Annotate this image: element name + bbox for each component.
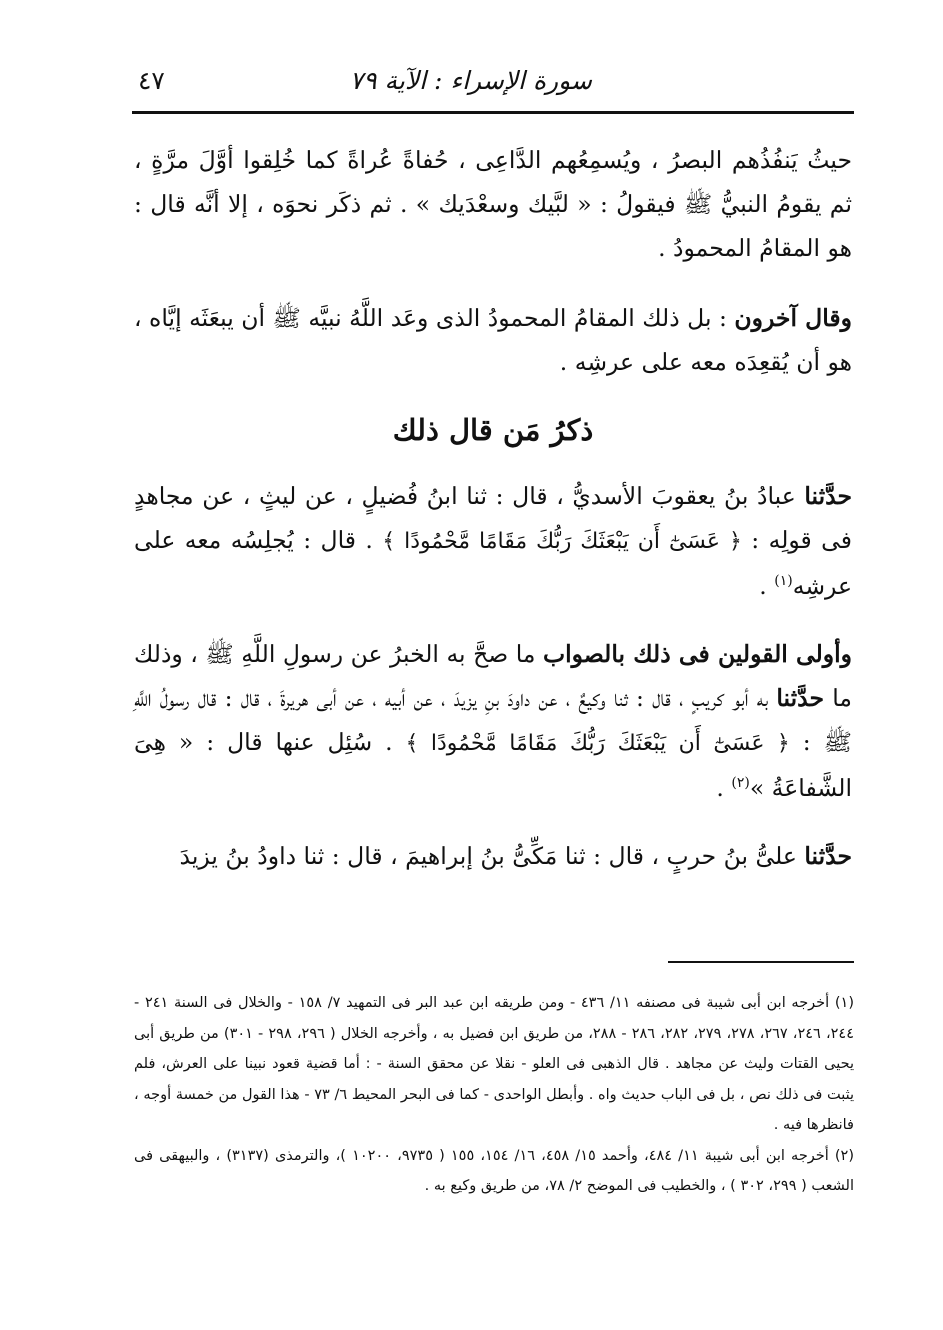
paragraph-5 bbox=[134, 834, 852, 878]
header-rule bbox=[132, 111, 854, 114]
paragraph-4-text-2: به أبو كريبٍ ، قال : ثنا وكيعٌ ، عن داودَ بنِ يزيدَ ، عن أبيه ، عن أبى هريرةَ ، قال : قال رسولُ اللَّهِ ﷺ : bbox=[134, 684, 852, 756]
paragraph-4-text-3: . سُئِل عنها قال : « هِىَ الشَّفاعَةُ » bbox=[134, 728, 852, 802]
paragraph-1-text: حيثُ يَنفُذُهم البصرُ ، ويُسمِعُهم الدَّاعِى ، حُفاةً عُراةً كما خُلِقوا أوَّلَ مرَّةٍ ، ثم يقومُ النبيُّ ﷺ فيقولُ : « لبَّيك وسعْدَيك » . ثم ذكَر نحوَه ، إلا أنَّه قال : هو المقامُ المحمودُ . bbox=[134, 146, 853, 262]
paragraph-3-text: عبادُ بنُ يعقوبَ الأسديُّ ، قال : ثنا ابنُ فُضيلٍ ، عن ليثٍ ، عن مجاهدٍ فى قولِه : bbox=[134, 482, 852, 554]
footnote-2: (٢) أخرجه ابن أبى شيبة ١١/ ٤٨٤، وأحمد ١٥/ ٤٥٨، ١٦/ ١٥٤، ١٥٥ ( ٩٧٣٥، ١٠٢٠٠ )، والترمذى (٣١٣٧) ، والبيهقى فى الشعب ( ٢٩٩، ٣٠٢ ) ، والخطيب فى الموضح ٢/ ٧٨، من طريق وكيع به . bbox=[134, 1147, 855, 1194]
paragraph-4-lead-2: حدَّثنا bbox=[776, 684, 825, 712]
footnote-ref-2: (٢) bbox=[731, 775, 750, 792]
paragraph-4-end: . bbox=[716, 774, 732, 802]
footnotes bbox=[134, 988, 854, 1202]
paragraph-4 bbox=[134, 632, 852, 810]
paragraph-3-lead: حدَّثنا bbox=[804, 482, 852, 510]
quran-verse-2: ﴿ عَسَىٰٓ أَن يَبْعَثَكَ رَبُّكَ مَقَامًا مَّحْمُودًا ﴾ bbox=[405, 731, 790, 756]
header-title: سورة الإسراء : الآية ٧٩ bbox=[349, 66, 592, 95]
paragraph-5-lead: حدَّثنا bbox=[804, 842, 852, 870]
paragraph-4-lead: وأولى القولين فى ذلك بالصواب bbox=[543, 640, 852, 668]
quran-verse-1: ﴿ عَسَىٰٓ أَن يَبْعَثَكَ رَبُّكَ مَقَامًا مَّحْمُودًا ﴾ bbox=[382, 529, 742, 554]
paragraph-3-end: . bbox=[759, 572, 775, 600]
paragraph-3-tail: . قال : يُجلِسُه معه على عرشِه bbox=[134, 526, 852, 600]
running-header bbox=[132, 62, 852, 106]
section-heading: ذكرُ مَن قال ذلك bbox=[392, 413, 594, 447]
footnote-separator bbox=[668, 961, 854, 963]
footnote-1: (١) أخرجه ابن أبى شيبة فى مصنفه ١١/ ٤٣٦ - ومن طريقه ابن عبد البر فى التمهيد ٧/ ١٥٨ - والخلال فى السنة ٢٤١ - ٢٤٤، ٢٤٦، ٢٦٧، ٢٧٨، ٢٧٩، ٢٨٢، ٢٨٦ - ٢٨٨، من طريق ابن فضيل به ، وأخرجه الخلال ( ٢٩٦، ٢٩٨ - ٣٠١) من طريق أبى يحيى القتات وليث عن مجاهد . قال الذهبى فى العلو - نقلا عن محقق السنة - : أما قضية قعود نبينا على العرش، فلم يثبت فى ذلك نص ، بل فى الباب حديث واه . وأبطل الواحدى - كما فى البحر المحيط ٦/ ٧٣ - هذا القول من خمسة أوجه ، فانظرها فيه . bbox=[134, 995, 854, 1133]
page-number: ٤٧ bbox=[138, 66, 165, 95]
paragraph-5-text: علىُّ بنُ حربٍ ، قال : ثنا مَكِّىُّ بنُ إبراهيمَ ، قال : ثنا داودُ بنُ يزيدَ bbox=[179, 842, 805, 870]
paragraph-2-lead: وقال آخرون bbox=[734, 304, 852, 332]
paragraph-1 bbox=[134, 138, 852, 270]
paragraph-3 bbox=[134, 474, 852, 608]
footnote-ref-1: (١) bbox=[774, 573, 793, 590]
paragraph-2-text: : بل ذلك المقامُ المحمودُ الذى وعَد اللَّهُ نبيَّه ﷺ أن يبعَثَه إيَّاه ، هو أن يُقعِدَه معه على عرشِه . bbox=[134, 304, 852, 376]
main-text bbox=[134, 138, 852, 902]
paragraph-2 bbox=[134, 296, 852, 384]
paragraph-4-text-1: ما صحَّ به الخبرُ عن رسولِ اللَّهِ ﷺ ، وذلك ما bbox=[134, 640, 853, 712]
